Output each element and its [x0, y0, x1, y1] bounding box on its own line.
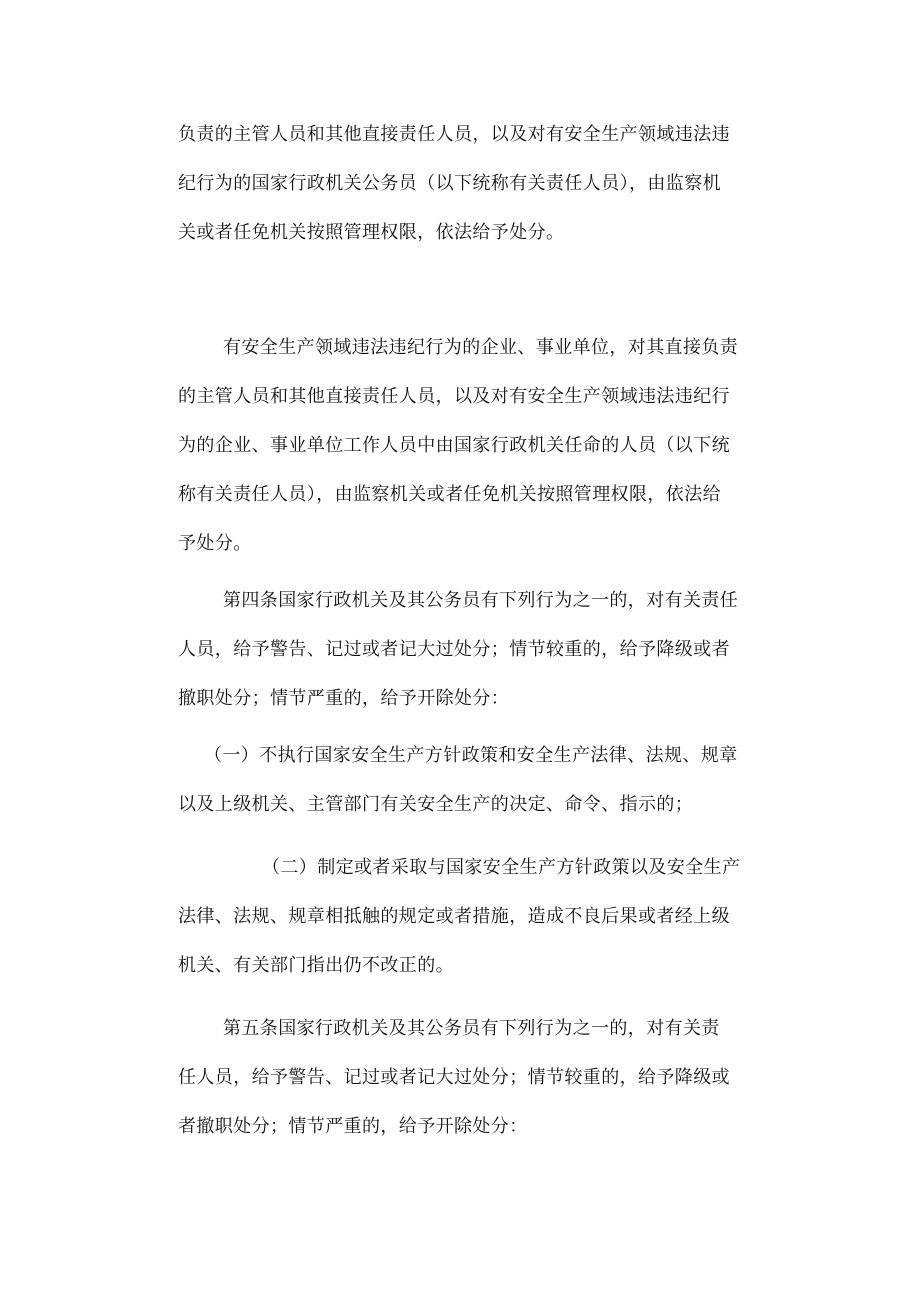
- text-line: 为的企业、事业单位工作人员中由国家行政机关任命的人员（以下统: [178, 435, 730, 456]
- text-line: 任人员，给予警告、记过或者记大过处分；情节较重的，给予降级或: [178, 1067, 730, 1088]
- text-line: 称有关责任人员），由监察机关或者任免机关按照管理权限，依法给: [178, 484, 721, 505]
- text-line: 机关、有关部门指出仍不改正的。: [178, 955, 454, 976]
- text-line: 法律、法规、规章相抵触的规定或者措施，造成不良后果或者经上级: [178, 906, 730, 927]
- text-line: （二）制定或者采取与国家安全生产方针政策以及安全生产: [262, 857, 741, 878]
- text-line: 予处分。: [178, 533, 252, 554]
- text-line: （一）不执行国家安全生产方针政策和安全生产法律、法规、规章: [204, 745, 738, 766]
- text-line: 人员，给予警告、记过或者记大过处分；情节较重的，给予降级或者: [178, 639, 730, 660]
- text-line: 的主管人员和其他直接责任人员，以及对有安全生产领域违法违纪行: [178, 386, 730, 407]
- text-line: 者撤职处分；情节严重的，给予开除处分：: [178, 1116, 528, 1137]
- text-line: 撤职处分；情节严重的，给予开除处分：: [178, 688, 510, 709]
- text-line: 关或者任免机关按照管理权限，依法给予处分。: [178, 222, 565, 243]
- text-line: 纪行为的国家行政机关公务员（以下统称有关责任人员），由监察机: [178, 173, 721, 194]
- text-line: 以及上级机关、主管部门有关安全生产的决定、命令、指示的；: [178, 794, 694, 815]
- text-line: 有安全生产领域违法违纪行为的企业、事业单位，对其直接负责: [223, 337, 739, 358]
- text-line: 第四条国家行政机关及其公务员有下列行为之一的，对有关责任: [223, 590, 739, 611]
- text-line: 第五条国家行政机关及其公务员有下列行为之一的，对有关责: [223, 1018, 720, 1039]
- text-line: 负责的主管人员和其他直接责任人员，以及对有安全生产领域违法违: [178, 124, 730, 145]
